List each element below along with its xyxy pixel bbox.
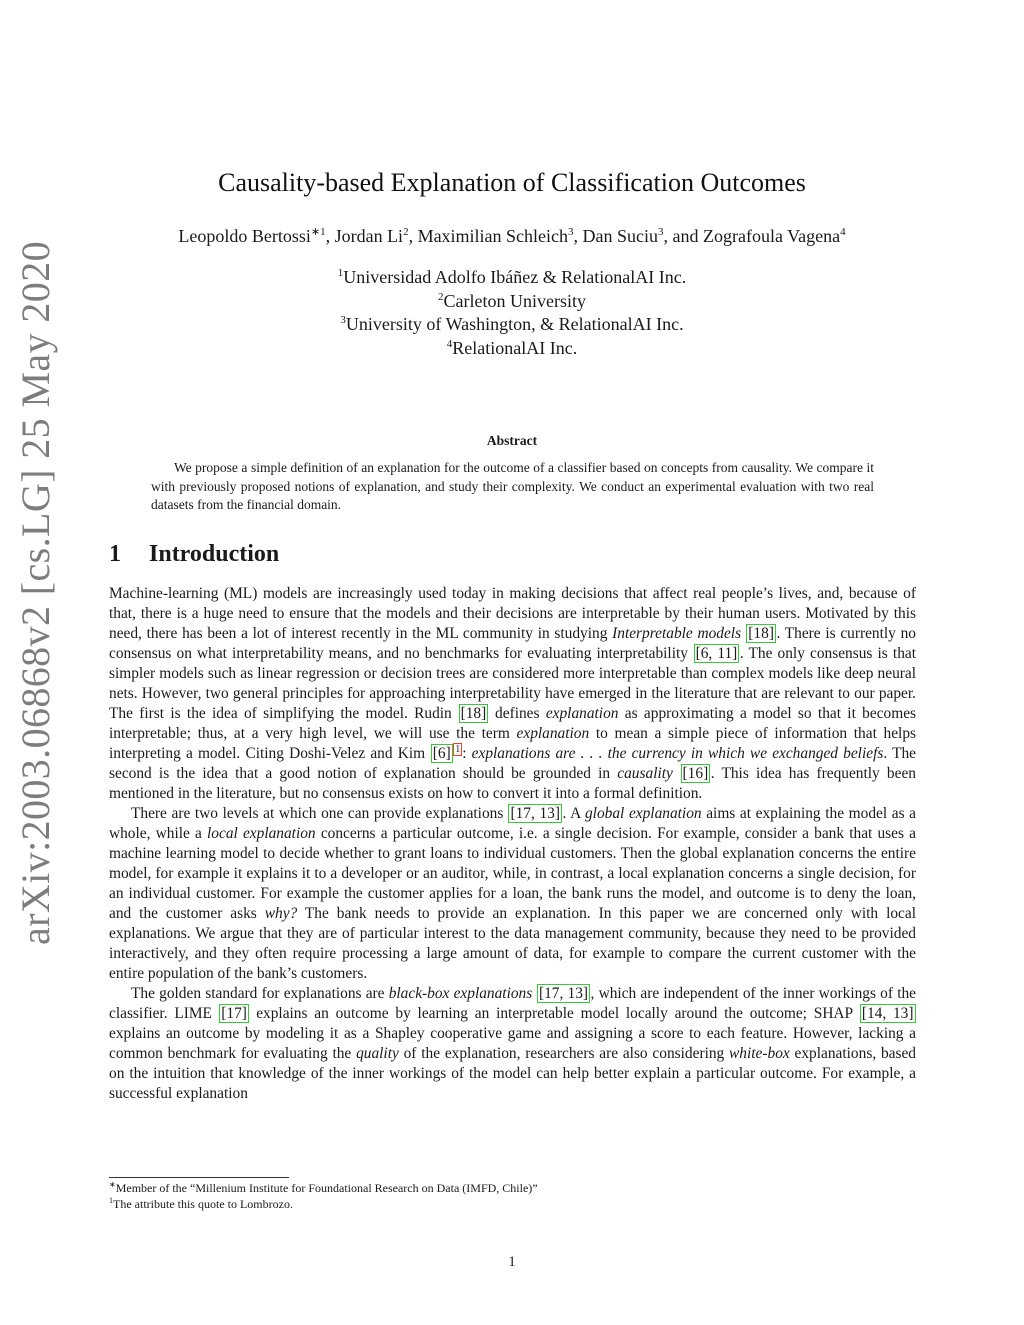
text-run bbox=[532, 985, 536, 1002]
paragraph bbox=[109, 804, 916, 984]
text-run: . A bbox=[562, 805, 585, 822]
page-number: 1 bbox=[508, 1254, 516, 1270]
emphasis-text: black-box explanations bbox=[388, 985, 533, 1002]
citation-link[interactable]: [18] bbox=[748, 625, 774, 642]
emphasis-text: explanation bbox=[516, 725, 590, 742]
affiliation: $^2$Carleton University bbox=[438, 290, 586, 311]
paper-title: Causality-based Explanation of Classification Outcomes bbox=[218, 168, 806, 197]
text-run: . There is currently no consensus on what interpretability means, and no benchmarks for evaluating interpretability bbox=[109, 625, 916, 662]
text-run: explains an outcome by modeling it as a Shapley cooperative game and assigning a score to each feature. However, lacking a common benchmark for evaluating the bbox=[109, 1025, 916, 1062]
emphasis-text: why? bbox=[264, 905, 298, 922]
paragraph bbox=[109, 984, 916, 1104]
footnote-divider bbox=[109, 1177, 289, 1178]
footnote: $^1$The attribute this quote to Lombrozo. bbox=[109, 1196, 293, 1211]
citation-link[interactable]: [6, 11] bbox=[695, 645, 738, 662]
affiliation: $^1$Universidad Adolfo Ibáñez & RelationalAI Inc. bbox=[337, 267, 687, 287]
citation-link[interactable]: [17, 13] bbox=[510, 805, 560, 822]
body-text bbox=[109, 584, 916, 1104]
emphasis-text: explanation bbox=[545, 705, 619, 722]
emphasis-text: quality bbox=[356, 1045, 399, 1062]
text-run: There are two levels at which one can provide explanations bbox=[131, 805, 508, 822]
author: Maximilian Schleich$^3$, bbox=[417, 226, 583, 246]
emphasis-text: Interpretable models bbox=[612, 625, 742, 642]
author-list bbox=[0, 226, 1024, 247]
text-run: . The only consensus is that simpler models such as linear regression or decision trees are considered more interpretable than complex models like deep neural nets. However, two general principles for approaching interpretability have emerged in the literature that are relevant to our paper. The first is the idea of simplifying the model. Rudin bbox=[109, 645, 916, 722]
author: Dan Suciu$^3$, and bbox=[582, 226, 704, 246]
section-title: Introduction bbox=[149, 541, 280, 567]
citation-link[interactable]: [18] bbox=[460, 705, 487, 722]
emphasis-text: causality bbox=[617, 765, 673, 782]
emphasis-text: global explanation bbox=[584, 805, 702, 822]
paragraph bbox=[109, 584, 916, 804]
emphasis-text: white-box bbox=[729, 1045, 790, 1062]
citation-link[interactable]: [17, 13] bbox=[538, 985, 589, 1002]
abstract-text: We propose a simple definition of an explanation for the outcome of a classifier based on concepts from causality. We compare it with previously proposed notions of explanation, and study their complexity. We conduct an experimental evaluation with two real datasets from the financial domain. bbox=[151, 460, 874, 512]
section-number: 1 bbox=[109, 541, 121, 567]
text-run: . The second is the idea that a good notion of explanation should be grounded in bbox=[109, 745, 917, 782]
footnote: ∗Member of the “Millenium Institute for Foundational Research on Data (IMFD, Chile)” bbox=[109, 1180, 538, 1195]
text-run: The bank needs to provide an explanation. In this paper we are concerned only with local explanations. We argue that they are of particular interest to the data management community, because they need to be provided interactively, and they often require processing a large amount of data, for example to compare the current customer with the entire population of the bank’s customers. bbox=[109, 905, 916, 982]
text-run: defines bbox=[488, 705, 546, 722]
abstract-heading: Abstract bbox=[486, 433, 538, 448]
affiliation-list bbox=[0, 266, 1024, 360]
text-run: as approximating a model so that it becomes interpretable; thus, at a very high level, we will use the term bbox=[109, 705, 917, 742]
text-run: . This idea has frequently been mentioned in the literature, but no consensus exists on how to convert it into a formal definition. bbox=[109, 765, 916, 802]
affiliation: $^3$University of Washington, & RelationalAI Inc. bbox=[340, 314, 684, 334]
citation-link[interactable]: [14, 13] bbox=[861, 1005, 914, 1022]
arxiv-stamp: arXiv:2003.06868v2 [cs.LG] 25 May 2020 bbox=[13, 241, 58, 945]
citation-link[interactable]: [6] bbox=[432, 745, 451, 762]
text-run: concerns a particular outcome, i.e. a single decision. For example, consider a bank that uses a machine learning model to decide whether to grant loans to individual customers. Then the global explanation concerns the entire model, for example it explains it to a developer or an auditor, while, in contrast, a local explanation concerns a single decision, for an individual customer. For example the customer applies for a loan, the bank runs the model, and outcome is to deny the loan, and the customer asks bbox=[109, 825, 916, 922]
text-run: Machine-learning (ML) models are increasingly used today in making decisions that affect real people’s lives, and, because of that, there is a huge need to ensure that the models and their decisions are interpretable by their human users. Motivated by this need, there has been a lot of interest recently in the ML community in studying bbox=[109, 585, 916, 642]
section-heading bbox=[109, 541, 279, 568]
text-run: of the explanation, researchers are also considering bbox=[398, 1045, 730, 1062]
author: Jordan Li$^2$, bbox=[334, 226, 418, 246]
text-run: : bbox=[462, 745, 472, 762]
author: Zografoula Vagena$^4$ bbox=[703, 226, 846, 246]
citation-link[interactable]: [17] bbox=[221, 1005, 247, 1022]
affiliation: $^4$RelationalAI Inc. bbox=[446, 337, 578, 358]
text-run: , which are independent of the inner workings of the classifier. LIME bbox=[109, 985, 916, 1022]
author: Leopoldo Bertossi$^{∗1}$, bbox=[178, 226, 335, 246]
emphasis-text: explanations are . . . the currency in which we exchanged beliefs bbox=[471, 745, 884, 762]
footnotes bbox=[109, 1180, 916, 1212]
text-run: explains an outcome by learning an interpretable model locally around the outcome; SHAP bbox=[249, 1005, 860, 1022]
text-run: The golden standard for explanations are bbox=[131, 985, 389, 1002]
emphasis-text: local explanation bbox=[207, 825, 316, 842]
citation-link[interactable]: [16] bbox=[682, 765, 709, 782]
text-run bbox=[673, 765, 680, 782]
footnote-link[interactable]: 1 bbox=[455, 743, 461, 755]
text-run: explanations, based on the intuition that knowledge of the inner workings of the model can help better explain a particular outcome. For example, a successful explanation bbox=[109, 1045, 917, 1102]
text-run: to mean a simple piece of information that helps interpreting a model. Citing Doshi-Velez and Kim bbox=[109, 725, 917, 762]
text-run: aims at explaining the model as a whole, while a bbox=[109, 805, 917, 842]
